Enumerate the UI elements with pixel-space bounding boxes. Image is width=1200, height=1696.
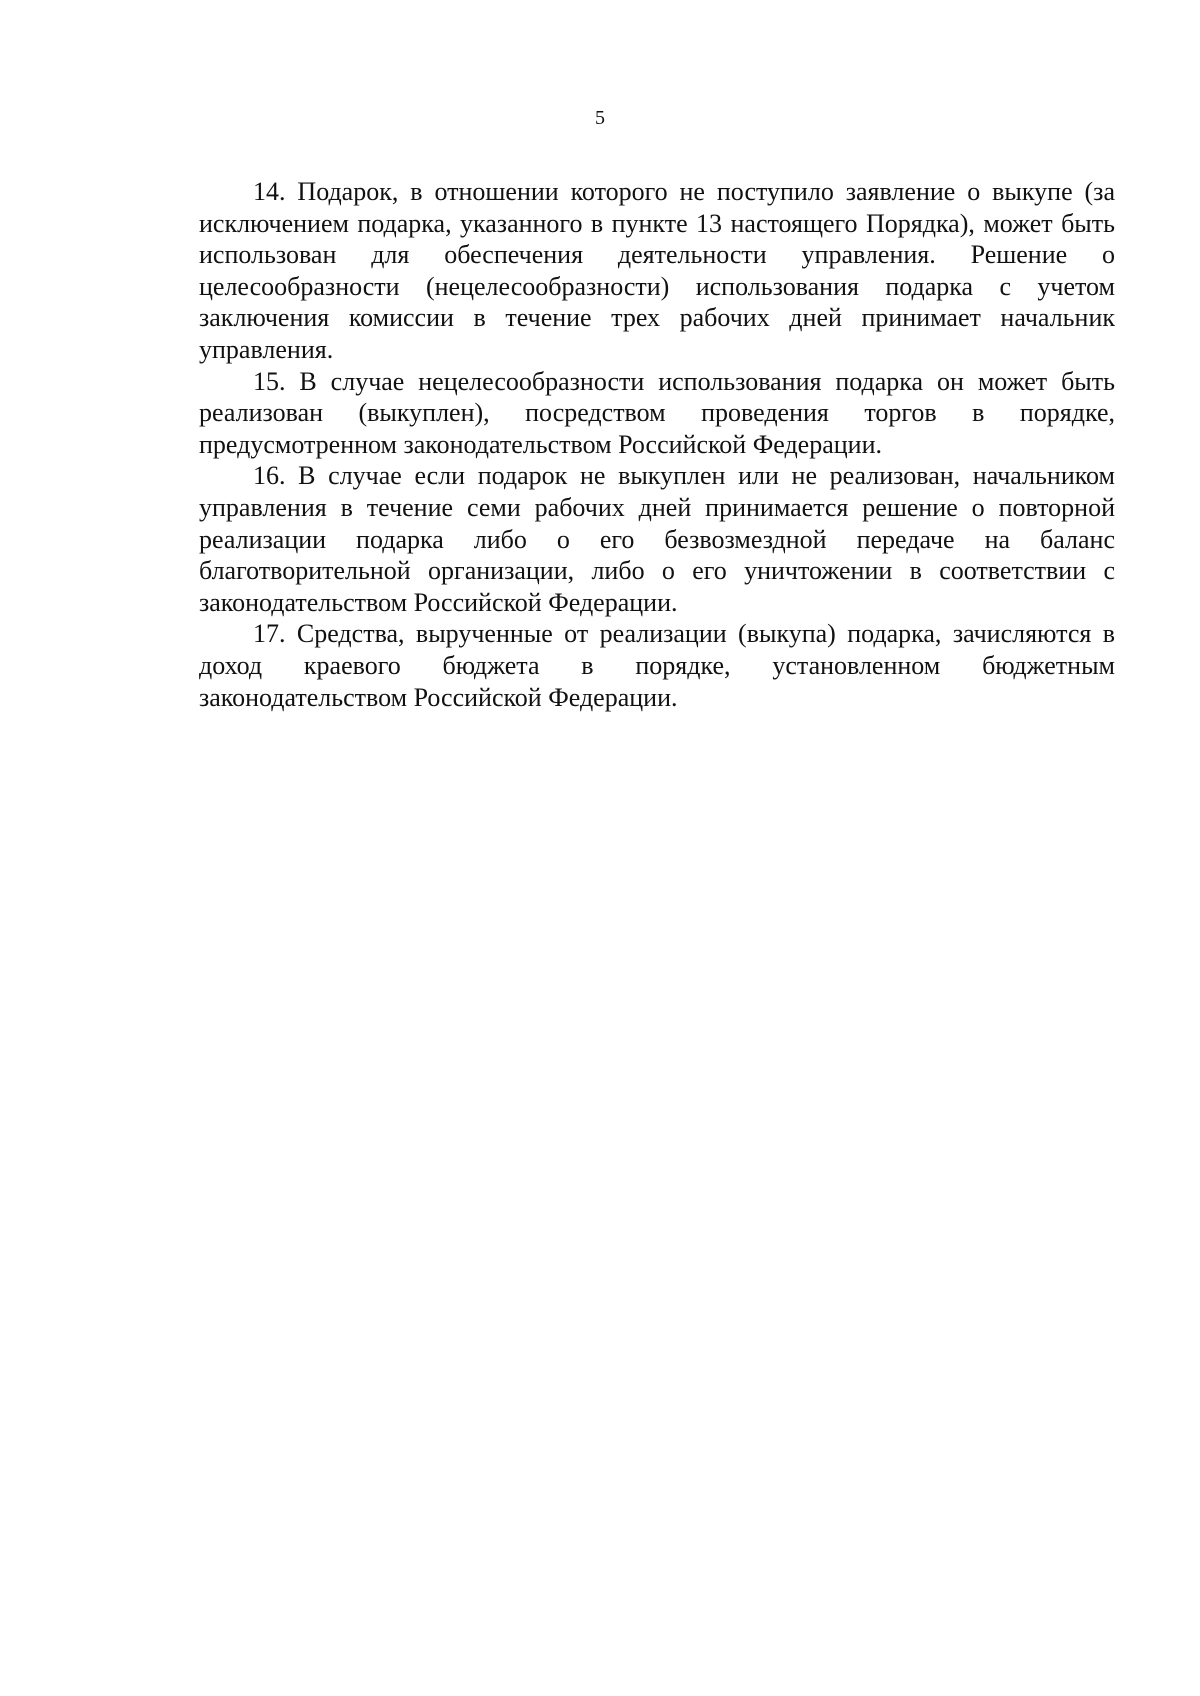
- page-number: 5: [595, 107, 605, 129]
- paragraph-17: 17. Средства, вырученные от реализации (выкупа) подарка, зачисляются в доход краевого бюджета в порядке, установленном бюджетным законодательством Российской Федерации.: [199, 619, 1115, 712]
- document-body: [199, 176, 1115, 713]
- paragraph-15: 15. В случае нецелесообразности использования подарка он может быть реализован (выкуплен), посредством проведения торгов в порядке, предусмотренном законодательством Российской Федерации.: [199, 366, 1115, 459]
- paragraph-14: 14. Подарок, в отношении которого не поступило заявление о выкупе (за исключением подарка, указанного в пункте 13 настоящего Порядка), может быть использован для обеспечения деятельности управления. Решение о целесообразности (нецелесообразности) использования подарка с учетом заключения комиссии в течение трех рабочих дней принимает начальник управления.: [199, 177, 1115, 364]
- paragraph-16: 16. В случае если подарок не выкуплен или не реализован, начальником управления в течение семи рабочих дней принимается решение о повторной реализации подарка либо о его безвозмездной передаче на баланс благотворительной организации, либо о его уничтожении в соответствии с законодательством Российской Федерации.: [199, 461, 1115, 617]
